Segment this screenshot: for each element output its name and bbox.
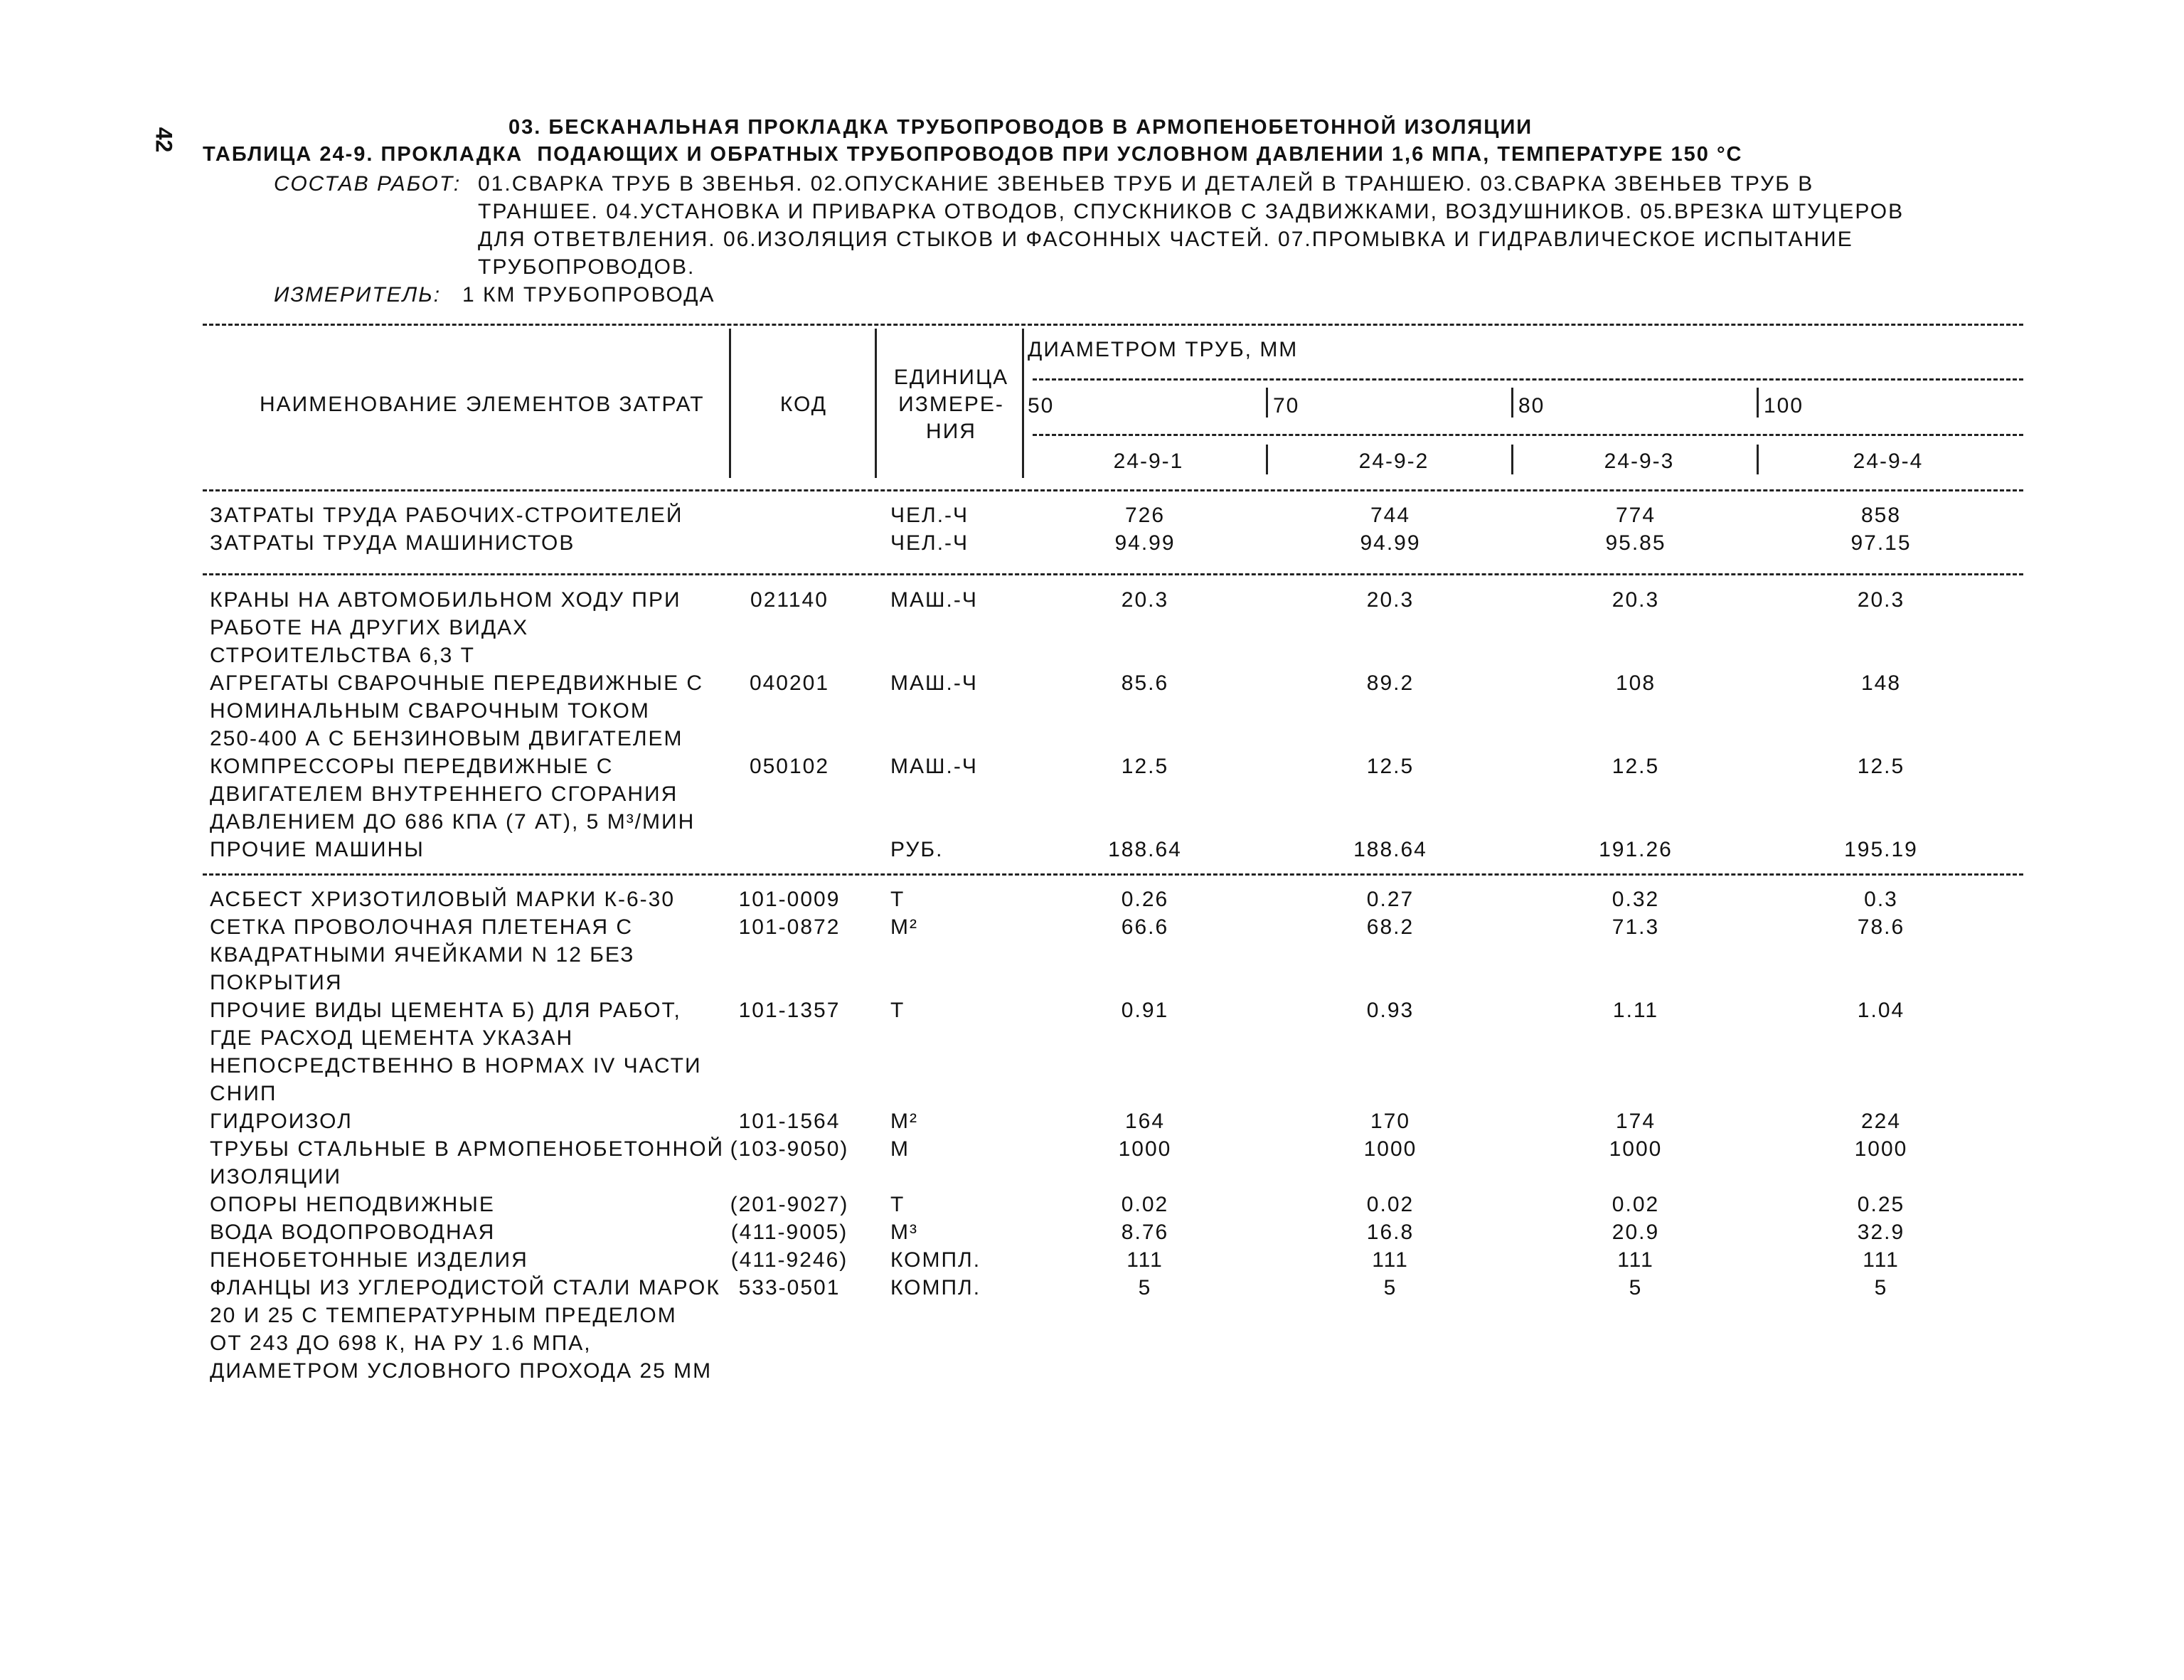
cost-value: 95.85: [1605, 531, 1666, 555]
cost-element-name: ПОКРЫТИЯ: [210, 971, 343, 994]
cost-element-name: ВОДА ВОДОПРОВОДНАЯ: [210, 1221, 496, 1244]
cost-element-name: СНИП: [210, 1082, 277, 1105]
header-unit-col: НИЯ: [926, 420, 976, 443]
cost-element-code: 101-0009: [738, 888, 841, 911]
cost-value: 20.3: [1121, 588, 1169, 612]
cost-value: 0.32: [1612, 888, 1660, 911]
cost-element-name: ГИДРОИЗОЛ: [210, 1110, 353, 1133]
header-diameter: 100: [1764, 394, 1804, 418]
cost-value: 0.3: [1864, 888, 1898, 911]
cost-value: 0.91: [1121, 999, 1169, 1022]
cost-element-name: ПРОЧИЕ МАШИНЫ: [210, 838, 425, 861]
cost-value: 20.3: [1857, 588, 1905, 612]
cost-element-code: (411-9246): [730, 1248, 848, 1272]
rule-section: [203, 573, 2023, 575]
cost-element-unit: ЧЕЛ.-Ч: [890, 504, 969, 527]
cost-element-unit: ЧЕЛ.-Ч: [890, 531, 969, 555]
table-title: ТАБЛИЦА 24-9. ПРОКЛАДКА ПОДАЮЩИХ И ОБРАТНЫХ ТРУБОПРОВОДОВ ПРИ УСЛОВНОМ ДАВЛЕНИИ 1,6 МПА, ТЕМПЕРАТУРЕ 150 °C: [203, 143, 1743, 166]
cost-value: 12.5: [1366, 755, 1415, 778]
cost-element-name: 20 И 25 С ТЕМПЕРАТУРНЫМ ПРЕДЕЛОМ: [210, 1304, 677, 1327]
cost-value: 1.11: [1612, 999, 1659, 1022]
col-divider: [1757, 388, 1759, 418]
cost-element-code: 050102: [749, 755, 830, 778]
cost-value: 0.02: [1366, 1193, 1415, 1216]
cost-value: 5: [1629, 1276, 1643, 1299]
work-line: 01.СВАРКА ТРУБ В ЗВЕНЬЯ. 02.ОПУСКАНИЕ ЗВЕНЬЕВ ТРУБ И ДЕТАЛЕЙ В ТРАНШЕЮ. 03.СВАРКА ЗВЕНЬЕВ ТРУБ В: [478, 172, 1814, 196]
cost-value: 12.5: [1857, 755, 1905, 778]
cost-value: 1000: [1854, 1137, 1908, 1161]
cost-value: 1.04: [1857, 999, 1905, 1022]
header-code-col: КОД: [779, 393, 828, 416]
header-col-code: 24-9-4: [1853, 450, 1924, 473]
cost-value: 97.15: [1850, 531, 1912, 555]
header-col-code: 24-9-2: [1358, 450, 1429, 473]
cost-element-name: НЕПОСРЕДСТВЕННО В НОРМАХ IV ЧАСТИ: [210, 1054, 702, 1078]
cost-element-name: НОМИНАЛЬНЫМ СВАРОЧНЫМ ТОКОМ: [210, 699, 650, 723]
cost-element-unit: М: [890, 1137, 910, 1161]
cost-value: 94.99: [1360, 531, 1421, 555]
cost-element-code: 040201: [749, 671, 830, 695]
cost-element-name: ОПОРЫ НЕПОДВИЖНЫЕ: [210, 1193, 495, 1216]
cost-element-name: ГДЕ РАСХОД ЦЕМЕНТА УКАЗАН: [210, 1026, 574, 1050]
header-col-code: 24-9-1: [1113, 450, 1184, 473]
cost-value: 85.6: [1121, 671, 1169, 695]
cost-element-name: ДИАМЕТРОМ УСЛОВНОГО ПРОХОДА 25 ММ: [210, 1359, 713, 1383]
cost-value: 174: [1615, 1110, 1656, 1133]
cost-value: 5: [1383, 1276, 1397, 1299]
cost-value: 32.9: [1857, 1221, 1905, 1244]
cost-value: 16.8: [1366, 1221, 1415, 1244]
rule-section: [203, 873, 2023, 876]
cost-value: 20.3: [1612, 588, 1660, 612]
cost-value: 20.9: [1612, 1221, 1660, 1244]
col-divider: [875, 329, 877, 478]
cost-value: 111: [1126, 1248, 1163, 1272]
cost-value: 1000: [1118, 1137, 1172, 1161]
work-line: ТРУБОПРОВОДОВ.: [478, 255, 696, 279]
cost-value: 0.26: [1121, 888, 1169, 911]
cost-element-name: КВАДРАТНЫМИ ЯЧЕЙКАМИ N 12 БЕЗ: [210, 943, 635, 967]
work-line: ТРАНШЕЕ. 04.УСТАНОВКА И ПРИВАРКА ОТВОДОВ, СПУСКНИКОВ С ЗАДВИЖКАМИ, ВОЗДУШНИКОВ. 05.ВРЕЗКА ШТУЦЕРОВ: [478, 200, 1905, 223]
header-diameter: 70: [1273, 394, 1300, 418]
header-diameter: 80: [1518, 394, 1545, 418]
cost-value: 170: [1370, 1110, 1411, 1133]
cost-value: 188.64: [1353, 838, 1427, 861]
cost-element-name: ИЗОЛЯЦИИ: [210, 1165, 342, 1189]
rule-codes: [1033, 434, 2023, 436]
cost-value: 0.25: [1857, 1193, 1905, 1216]
cost-element-code: (103-9050): [730, 1137, 849, 1161]
cost-element-name: СТРОИТЕЛЬСТВА 6,3 Т: [210, 644, 476, 667]
cost-value: 164: [1124, 1110, 1166, 1133]
cost-value: 191.26: [1599, 838, 1673, 861]
header-name-col: НАИМЕНОВАНИЕ ЭЛЕМЕНТОВ ЗАТРАТ: [260, 393, 705, 416]
cost-value: 12.5: [1121, 755, 1169, 778]
cost-element-unit: КОМПЛ.: [890, 1276, 981, 1299]
cost-element-name: РАБОТЕ НА ДРУГИХ ВИДАХ: [210, 616, 529, 639]
cost-element-unit: МАШ.-Ч: [890, 588, 978, 612]
meter-value: 1 КМ ТРУБОПРОВОДА: [462, 283, 715, 307]
cost-element-name: КОМПРЕССОРЫ ПЕРЕДВИЖНЫЕ С: [210, 755, 614, 778]
cost-value: 111: [1863, 1248, 1900, 1272]
col-divider: [729, 329, 731, 478]
cost-value: 744: [1370, 504, 1411, 527]
cost-element-code: 101-0872: [738, 915, 841, 939]
cost-value: 78.6: [1857, 915, 1905, 939]
cost-element-unit: МАШ.-Ч: [890, 755, 978, 778]
cost-value: 188.64: [1108, 838, 1182, 861]
meter-label: ИЗМЕРИТЕЛЬ:: [274, 283, 442, 307]
cost-element-name: ПРОЧИЕ ВИДЫ ЦЕМЕНТА Б) ДЛЯ РАБОТ,: [210, 999, 681, 1022]
cost-value: 0.02: [1121, 1193, 1169, 1216]
header-unit-col: ЕДИНИЦА: [893, 366, 1009, 389]
cost-element-unit: Т: [890, 999, 905, 1022]
cost-element-code: 021140: [750, 588, 829, 612]
col-divider: [1757, 445, 1759, 474]
cost-value: 108: [1615, 671, 1656, 695]
cost-element-name: КРАНЫ НА АВТОМОБИЛЬНОМ ХОДУ ПРИ: [210, 588, 681, 612]
cost-element-name: СЕТКА ПРОВОЛОЧНАЯ ПЛЕТЕНАЯ С: [210, 915, 634, 939]
cost-value: 12.5: [1612, 755, 1660, 778]
cost-value: 111: [1372, 1248, 1409, 1272]
cost-element-unit: КОМПЛ.: [890, 1248, 981, 1272]
cost-value: 1000: [1363, 1137, 1417, 1161]
cost-value: 0.02: [1612, 1193, 1660, 1216]
cost-element-name: ФЛАНЦЫ ИЗ УГЛЕРОДИСТОЙ СТАЛИ МАРОК: [210, 1276, 720, 1299]
cost-element-unit: Т: [890, 1193, 905, 1216]
cost-value: 8.76: [1121, 1221, 1169, 1244]
cost-value: 0.93: [1366, 999, 1415, 1022]
cost-element-unit: МАШ.-Ч: [890, 671, 978, 695]
col-divider: [1266, 445, 1268, 474]
cost-element-code: 101-1564: [738, 1110, 841, 1133]
section-title: 03. БЕСКАНАЛЬНАЯ ПРОКЛАДКА ТРУБОПРОВОДОВ В АРМОПЕНОБЕТОННОЙ ИЗОЛЯЦИИ: [508, 116, 1533, 139]
cost-value: 94.99: [1114, 531, 1176, 555]
cost-value: 111: [1617, 1248, 1654, 1272]
cost-element-code: (411-9005): [730, 1221, 848, 1244]
cost-element-name: ТРУБЫ СТАЛЬНЫЕ В АРМОПЕНОБЕТОННОЙ: [210, 1137, 725, 1161]
cost-value: 195.19: [1844, 838, 1918, 861]
cost-element-name: 250-400 А С БЕНЗИНОВЫМ ДВИГАТЕЛЕМ: [210, 727, 683, 750]
cost-value: 5: [1138, 1276, 1152, 1299]
cost-element-name: ЗАТРАТЫ ТРУДА РАБОЧИХ-СТРОИТЕЛЕЙ: [210, 504, 683, 527]
cost-element-unit: М²: [890, 915, 918, 939]
header-diameter-title: ДИАМЕТРОМ ТРУБ, ММ: [1028, 338, 1299, 361]
col-divider: [1511, 388, 1513, 418]
cost-element-code: 533-0501: [738, 1276, 841, 1299]
cost-element-unit: М²: [890, 1110, 918, 1133]
page-number: 42: [151, 127, 177, 153]
col-divider: [1511, 445, 1513, 474]
cost-element-name: ЗАТРАТЫ ТРУДА МАШИНИСТОВ: [210, 531, 575, 555]
cost-value: 66.6: [1121, 915, 1169, 939]
col-divider: [1266, 388, 1268, 418]
header-col-code: 24-9-3: [1604, 450, 1675, 473]
cost-element-code: (201-9027): [730, 1193, 849, 1216]
cost-value: 5: [1874, 1276, 1888, 1299]
col-divider: [1022, 329, 1024, 478]
cost-element-name: ПЕНОБЕТОННЫЕ ИЗДЕЛИЯ: [210, 1248, 528, 1272]
cost-value: 68.2: [1366, 915, 1415, 939]
cost-value: 20.3: [1366, 588, 1415, 612]
cost-value: 1000: [1609, 1137, 1663, 1161]
cost-element-name: ДАВЛЕНИЕМ ДО 686 КПА (7 АТ), 5 М³/МИН: [210, 810, 696, 834]
cost-element-name: ОТ 243 ДО 698 К, НА РУ 1.6 МПА,: [210, 1331, 592, 1355]
work-line: ДЛЯ ОТВЕТВЛЕНИЯ. 06.ИЗОЛЯЦИЯ СТЫКОВ И ФАСОННЫХ ЧАСТЕЙ. 07.ПРОМЫВКА И ГИДРАВЛИЧЕСКОЕ ИСПЫТАНИЕ: [478, 228, 1853, 251]
cost-value: 89.2: [1366, 671, 1415, 695]
rule-header-bottom: [203, 489, 2023, 491]
header-unit-col: ИЗМЕРЕ-: [898, 393, 1004, 416]
header-diameter: 50: [1028, 394, 1055, 418]
cost-value: 726: [1124, 504, 1166, 527]
cost-element-name: АСБЕСТ ХРИЗОТИЛОВЫЙ МАРКИ К-6-30: [210, 888, 676, 911]
cost-element-name: ДВИГАТЕЛЕМ ВНУТРЕННЕГО СГОРАНИЯ: [210, 782, 678, 806]
cost-element-name: АГРЕГАТЫ СВАРОЧНЫЕ ПЕРЕДВИЖНЫЕ С: [210, 671, 704, 695]
cost-value: 224: [1860, 1110, 1902, 1133]
cost-value: 858: [1860, 504, 1902, 527]
cost-value: 71.3: [1612, 915, 1660, 939]
cost-element-unit: Т: [890, 888, 905, 911]
cost-value: 148: [1860, 671, 1902, 695]
cost-element-code: 101-1357: [738, 999, 841, 1022]
rule-top: [203, 324, 2023, 326]
cost-value: 0.27: [1366, 888, 1415, 911]
cost-value: 774: [1615, 504, 1656, 527]
cost-element-unit: М³: [890, 1221, 918, 1244]
rule-diam: [1033, 378, 2023, 381]
cost-element-unit: РУБ.: [890, 838, 944, 861]
work-label: СОСТАВ РАБОТ:: [274, 172, 462, 196]
